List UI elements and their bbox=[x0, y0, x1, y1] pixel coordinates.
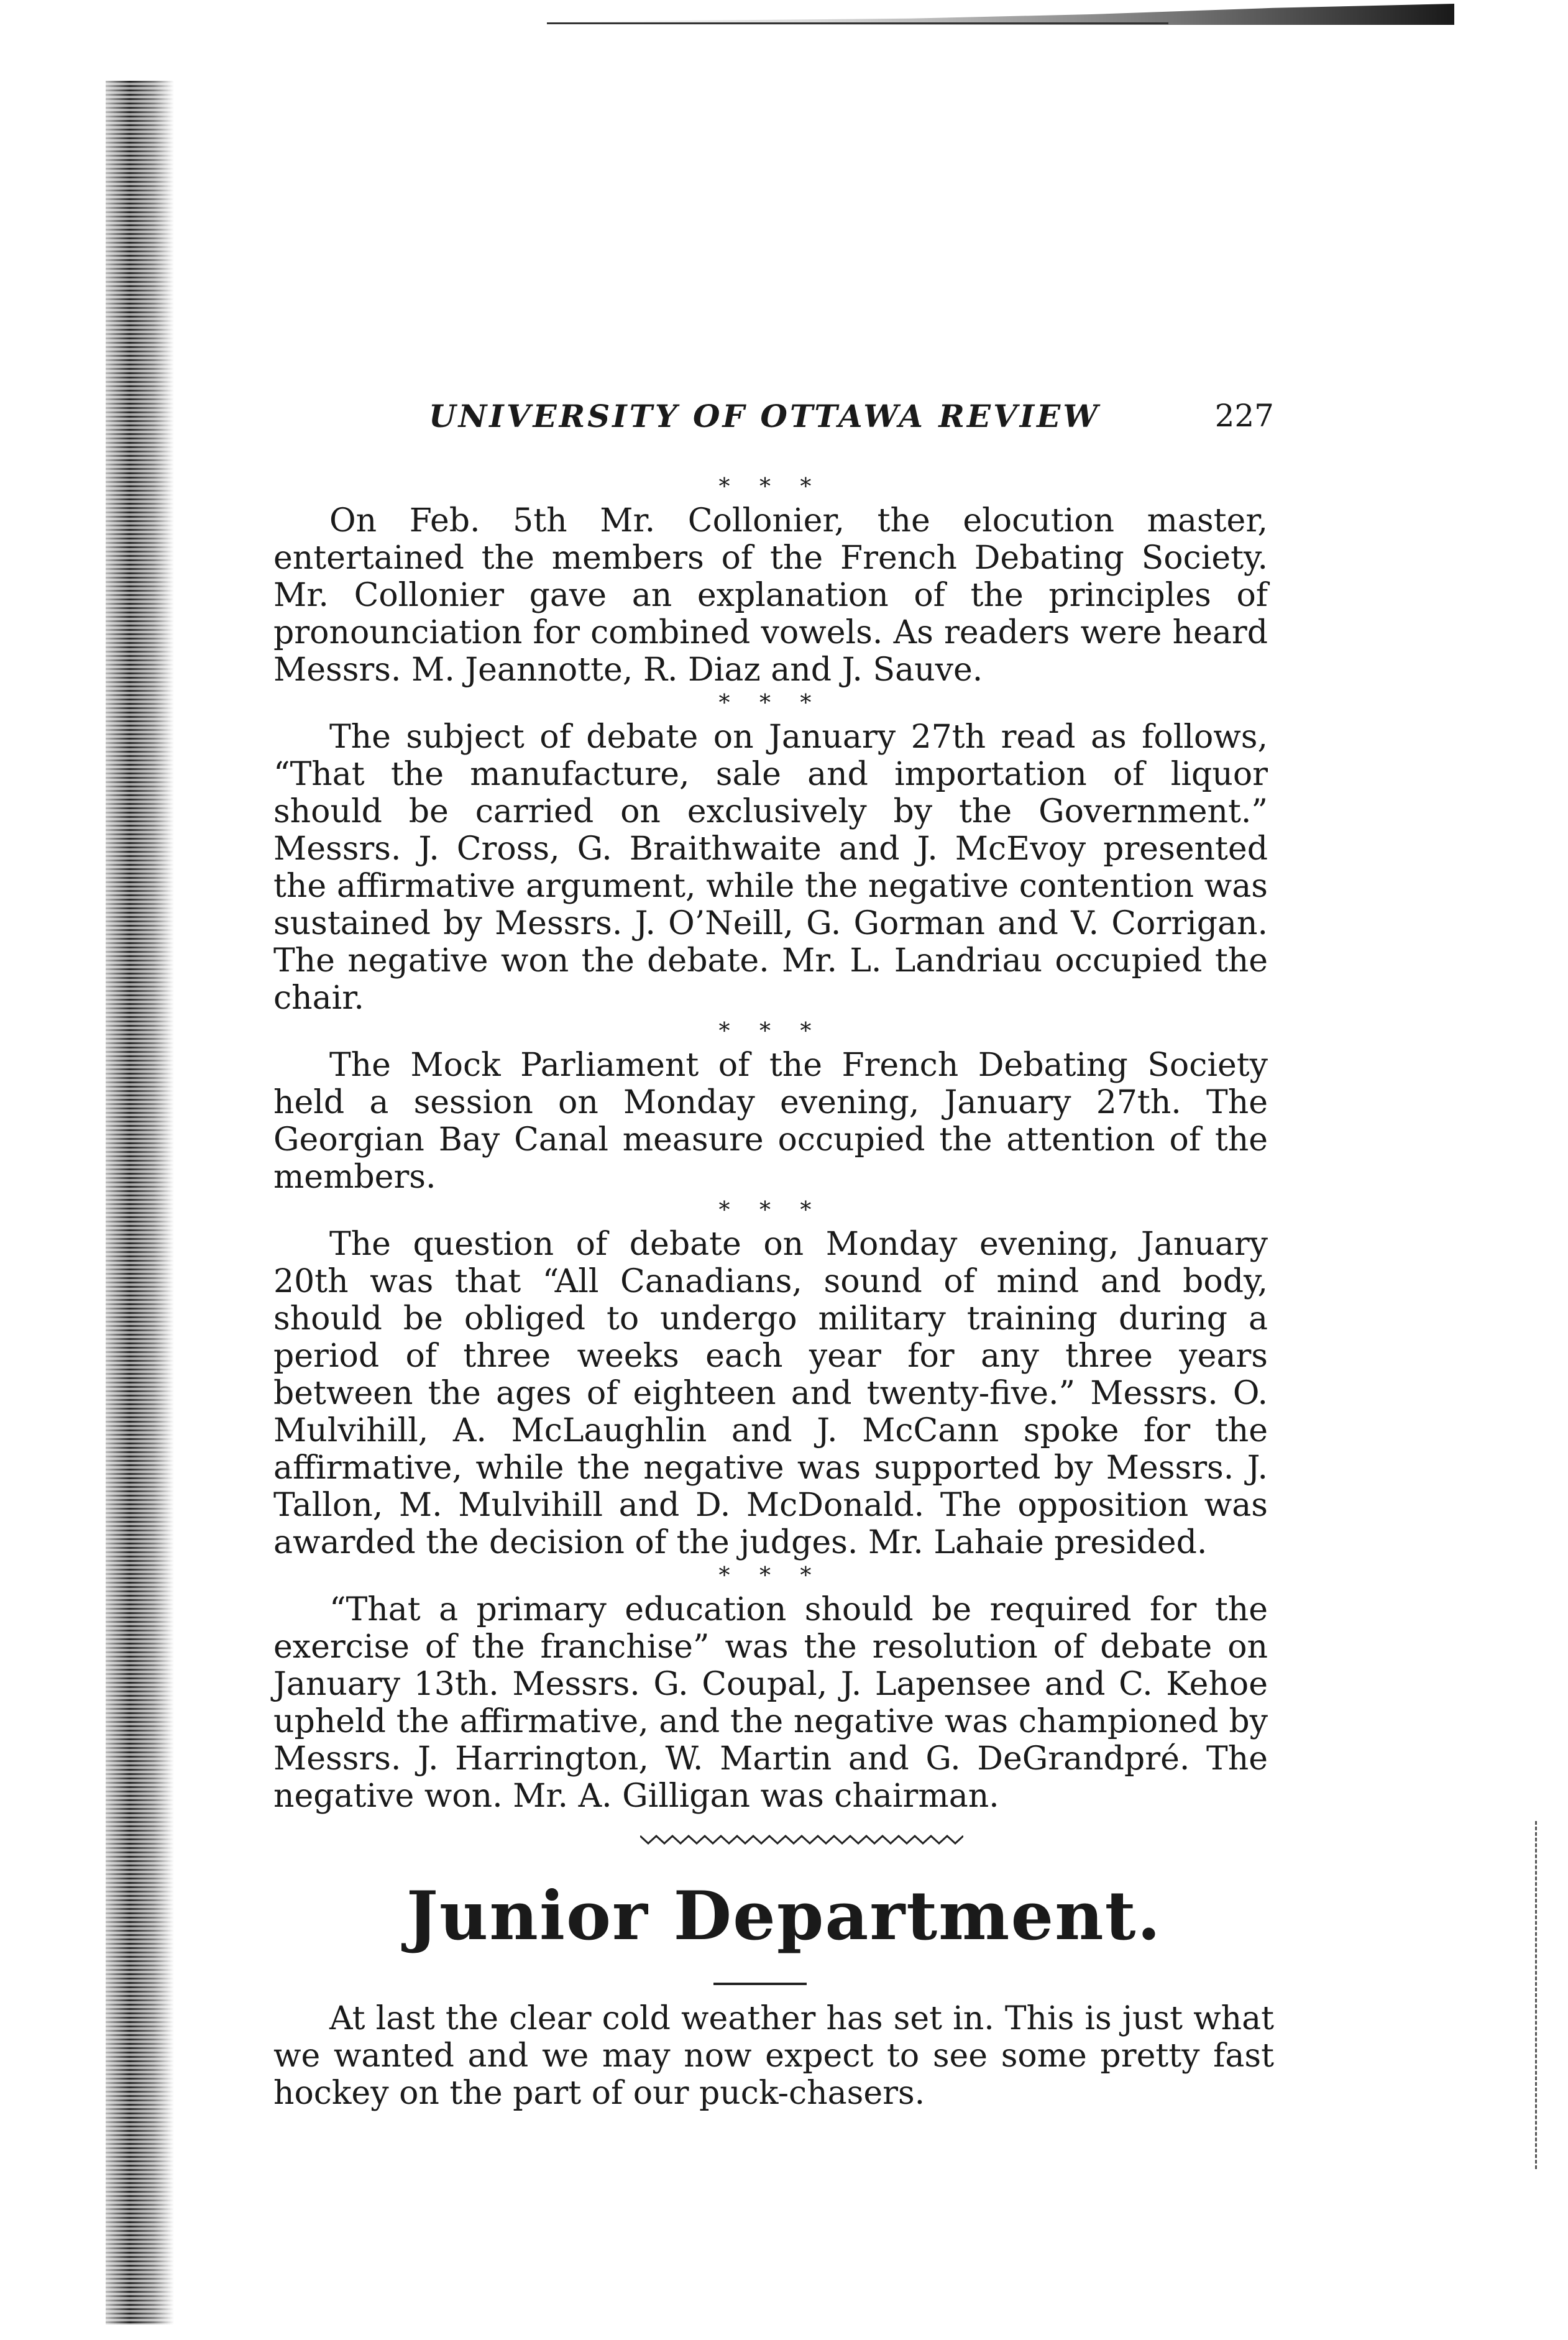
scan-smudge bbox=[547, 4, 1454, 25]
article-body bbox=[273, 472, 1268, 1815]
section-heading: Junior Department. bbox=[406, 1877, 1162, 1955]
section-body bbox=[273, 2000, 1274, 2112]
heading-rule bbox=[713, 1983, 807, 1985]
paragraph: On Feb. 5th Mr. Collonier, the elocution master, entertained the members of the French Debating Society. Mr. Collonier gave an explanation of the principles of pronounciation for combined vowels. As readers were heard Messrs. M. Jeannotte, R. Diaz and J. Sauve. bbox=[273, 502, 1268, 689]
scan-line bbox=[547, 22, 1168, 24]
paragraph: At last the clear cold weather has set in. This is just what we wanted and we may now expect to see some pretty fast hockey on the part of our puck-chasers. bbox=[273, 2000, 1274, 2112]
section-separator: * * * bbox=[718, 1563, 823, 1589]
section-separator: * * * bbox=[718, 474, 823, 500]
wavy-divider bbox=[640, 1832, 963, 1847]
scan-dots bbox=[1535, 1821, 1542, 2169]
section-separator: * * * bbox=[718, 691, 823, 716]
paragraph: The Mock Parliament of the French Debating Society held a session on Monday evening, January 27th. The Georgian Bay Canal measure occupied the attention of the members. bbox=[273, 1047, 1268, 1196]
page-binding-edge bbox=[106, 81, 174, 2324]
section-separator: * * * bbox=[718, 1019, 823, 1044]
page-header bbox=[429, 398, 1274, 454]
section-separator: * * * bbox=[718, 1198, 823, 1223]
page-number: 227 bbox=[1214, 398, 1274, 434]
paragraph: The subject of debate on January 27th read as follows, “That the manufacture, sale and importation of liquor should be carried on exclusively by the Government.” Messrs. J. Cross, G. Braithwaite and J. McEvoy presented the affirmative argument, while the negative contention was sustained by Messrs. J. O’Neill, G. Gorman and V. Corrigan. The negative won the debate. Mr. L. Landriau occupied the chair. bbox=[273, 718, 1268, 1017]
paragraph: The question of debate on Monday evening, January 20th was that “All Canadians, sound of mind and body, should be obliged to undergo military training during a period of three weeks each year for any three years between the ages of eighteen and twenty-five.” Messrs. O. Mulvihill, A. McLaughlin and J. McCann spoke for the affirmative, while the negative was supported by Messrs. J. Tallon, M. Mulvihill and D. McDonald. The opposition was awarded the decision of the judges. Mr. Lahaie presided. bbox=[273, 1226, 1268, 1561]
running-title: UNIVERSITY OF OTTAWA REVIEW bbox=[429, 398, 1101, 434]
paragraph: “That a primary education should be required for the exercise of the franchise” was the resolution of debate on January 13th. Messrs. G. Coupal, J. Lapensee and C. Kehoe upheld the affirmative, and the negative was championed by Messrs. J. Harrington, W. Martin and G. DeGrandpré. The negative won. Mr. A. Gilligan was chairman. bbox=[273, 1591, 1268, 1815]
